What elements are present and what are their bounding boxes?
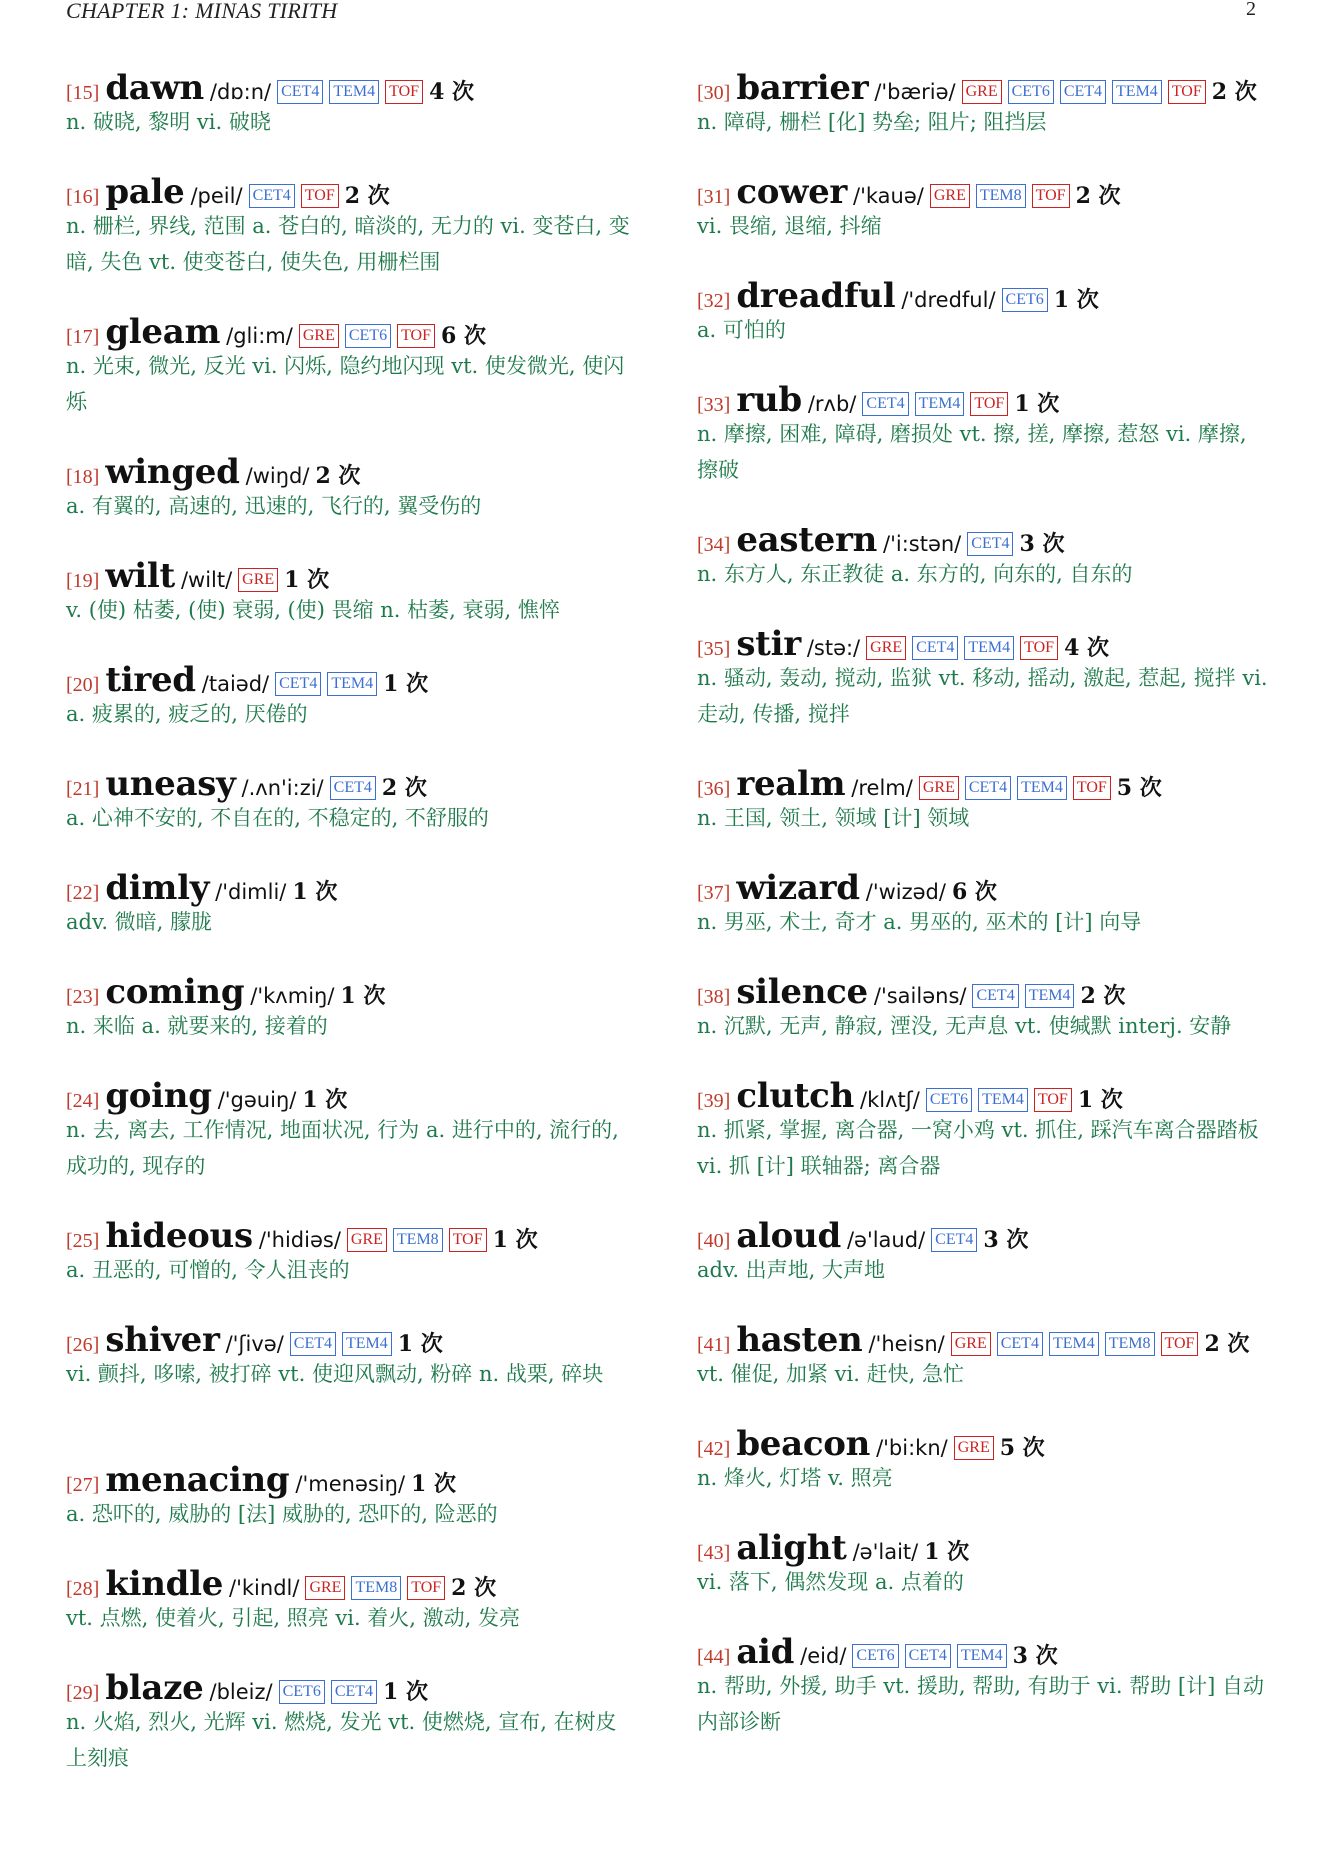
frequency-count: 3 次 [1012, 1643, 1058, 1669]
headword: aloud [736, 1216, 841, 1256]
exam-tag-badge: CET4 [997, 1332, 1043, 1356]
entry-number: [42] [697, 1438, 731, 1460]
exam-tag-badge: TEM4 [1017, 776, 1067, 800]
definition: n. 抓紧, 掌握, 离合器, 一窝小鸡 vt. 抓住, 踩汽车离合器踏板 vi. 抓 [计] 联轴器; 离合器 [697, 1118, 1259, 1178]
entry-number: [21] [66, 778, 100, 800]
exam-tag-badge: TOF [301, 184, 339, 208]
exam-tag-badge: TEM4 [1049, 1332, 1099, 1356]
exam-tag-badge: TEM8 [351, 1576, 401, 1600]
phonetic: /gli:m/ [226, 324, 293, 348]
headword: barrier [736, 68, 869, 108]
definition: n. 火焰, 烈火, 光辉 vi. 燃烧, 发光 vt. 使燃烧, 宣布, 在树皮上刻痕 [66, 1710, 617, 1770]
frequency-count: 2 次 [344, 183, 390, 209]
definition: n. 骚动, 轰动, 搅动, 监狱 vt. 移动, 摇动, 激起, 惹起, 搅拌 vi. 走动, 传播, 搅拌 [697, 666, 1268, 726]
exam-tag-badge: TOF [397, 324, 435, 348]
vocab-entry [697, 170, 1272, 274]
entry-number: [40] [697, 1230, 731, 1252]
phonetic: /'ʃivə/ [225, 1332, 284, 1356]
entry-number: [38] [697, 986, 731, 1008]
headword: coming [105, 972, 245, 1012]
entry-number: [44] [697, 1646, 731, 1668]
right-column [697, 66, 1272, 1770]
vocab-entry [697, 622, 1272, 762]
phonetic: /taiəd/ [201, 672, 270, 696]
exam-tag-badge: CET4 [331, 1680, 377, 1704]
entry-number: [18] [66, 466, 100, 488]
vocab-entry [697, 970, 1272, 1074]
definition: n. 来临 a. 就要来的, 接着的 [66, 1014, 328, 1038]
exam-tag-badge: GRE [951, 1332, 991, 1356]
exam-tag-badge: GRE [866, 636, 906, 660]
entry-number: [33] [697, 394, 731, 416]
frequency-count: 5 次 [999, 1435, 1045, 1461]
phonetic: /ə'laud/ [846, 1228, 926, 1252]
exam-tag-badge: CET4 [290, 1332, 336, 1356]
frequency-count: 1 次 [924, 1539, 970, 1565]
exam-tag-badge: CET6 [345, 324, 391, 348]
exam-tag-badge: CET4 [965, 776, 1011, 800]
definition: adv. 微暗, 朦胧 [66, 910, 213, 934]
exam-tag-badge: TEM4 [329, 80, 379, 104]
exam-tag-badge: TOF [1032, 184, 1070, 208]
frequency-count: 1 次 [292, 879, 338, 905]
definition: n. 男巫, 术士, 奇才 a. 男巫的, 巫术的 [计] 向导 [697, 910, 1142, 934]
entry-number: [37] [697, 882, 731, 904]
frequency-count: 2 次 [1211, 79, 1257, 105]
entry-number: [25] [66, 1230, 100, 1252]
definition: n. 王国, 领土, 领域 [计] 领域 [697, 806, 970, 830]
phonetic: /dɒ:n/ [209, 80, 272, 104]
exam-tag-badge: TOF [1168, 80, 1206, 104]
definition: a. 恐吓的, 威胁的 [法] 威胁的, 恐吓的, 险恶的 [66, 1502, 498, 1526]
exam-tag-badge: GRE [347, 1228, 387, 1252]
frequency-count: 1 次 [383, 1679, 428, 1705]
vocab-entry [66, 554, 634, 658]
headword: blaze [105, 1668, 204, 1708]
exam-tag-badge: TOF [1034, 1088, 1072, 1112]
vocab-entry [66, 1666, 634, 1806]
exam-tag-badge: CET4 [905, 1644, 951, 1668]
headword: eastern [736, 520, 878, 560]
frequency-count: 1 次 [383, 671, 429, 697]
page-header [66, 0, 1256, 28]
frequency-count: 1 次 [492, 1227, 538, 1253]
phonetic: /'kʌmiŋ/ [250, 984, 335, 1008]
vocab-entry [697, 1422, 1272, 1526]
frequency-count: 1 次 [302, 1087, 348, 1113]
headword: hideous [105, 1216, 253, 1256]
frequency-count: 2 次 [381, 775, 427, 801]
phonetic: /'hidiəs/ [258, 1228, 341, 1252]
exam-tag-badge: TEM8 [1105, 1332, 1155, 1356]
phonetic: /eid/ [800, 1644, 847, 1668]
vocab-entry [697, 1214, 1272, 1318]
headword: menacing [105, 1460, 290, 1500]
headword: cower [736, 172, 848, 212]
exam-tag-badge: TEM4 [957, 1644, 1007, 1668]
phonetic: /'gəuiŋ/ [217, 1088, 297, 1112]
exam-tag-badge: CET4 [912, 636, 958, 660]
phonetic: /'kauə/ [853, 184, 924, 208]
headword: winged [105, 452, 240, 492]
exam-tag-badge: GRE [954, 1436, 994, 1460]
vocab-entry [697, 866, 1272, 970]
exam-tag-badge: TOF [1073, 776, 1111, 800]
phonetic: /wilt/ [180, 568, 233, 592]
exam-tag-badge: CET4 [1060, 80, 1106, 104]
frequency-count: 5 次 [1116, 775, 1162, 801]
vocab-entry [66, 310, 634, 450]
entry-number: [20] [66, 674, 100, 696]
definition: a. 心神不安的, 不自在的, 不稳定的, 不舒服的 [66, 806, 489, 830]
headword: dreadful [736, 276, 896, 316]
frequency-count: 6 次 [441, 323, 486, 349]
exam-tag-badge: TOF [407, 1576, 445, 1600]
headword: uneasy [105, 764, 236, 804]
headword: wilt [105, 556, 175, 596]
definition: a. 有翼的, 高速的, 迅速的, 飞行的, 翼受伤的 [66, 494, 482, 518]
definition: vt. 点燃, 使着火, 引起, 照亮 vi. 着火, 激动, 发亮 [66, 1606, 521, 1630]
headword: beacon [736, 1424, 871, 1464]
vocab-entry [697, 66, 1272, 170]
entry-number: [36] [697, 778, 731, 800]
definition: n. 沉默, 无声, 静寂, 湮没, 无声息 vt. 使缄默 interj. 安静 [697, 1014, 1232, 1038]
exam-tag-badge: CET6 [1008, 80, 1054, 104]
frequency-count: 3 次 [1019, 531, 1065, 557]
frequency-count: 1 次 [1014, 391, 1060, 417]
definition: n. 帮助, 外援, 助手 vt. 援助, 帮助, 有助于 vi. 帮助 [计] 自动内部诊断 [697, 1674, 1264, 1734]
entry-number: [41] [697, 1334, 731, 1356]
exam-tag-badge: TOF [1161, 1332, 1199, 1356]
vocab-entry [697, 378, 1272, 518]
exam-tag-badge: GRE [305, 1576, 345, 1600]
exam-tag-badge: GRE [930, 184, 970, 208]
frequency-count: 1 次 [397, 1331, 443, 1357]
exam-tag-badge: GRE [299, 324, 339, 348]
entry-number: [24] [66, 1090, 100, 1112]
headword: rub [736, 380, 802, 420]
exam-tag-badge: TOF [1020, 636, 1058, 660]
phonetic: /stə:/ [806, 636, 861, 660]
headword: realm [736, 764, 846, 804]
headword: dimly [105, 868, 210, 908]
exam-tag-badge: CET6 [1002, 288, 1048, 312]
phonetic: /'kindl/ [229, 1576, 300, 1600]
phonetic: /'sailəns/ [873, 984, 967, 1008]
entry-number: [28] [66, 1578, 100, 1600]
exam-tag-badge: CET6 [926, 1088, 972, 1112]
chapter-title: CHAPTER 1: MINAS TIRITH [66, 0, 338, 23]
vocab-entry [697, 1526, 1272, 1630]
exam-tag-badge: CET4 [862, 392, 908, 416]
phonetic: /klʌtʃ/ [860, 1088, 920, 1112]
vocab-entry [697, 274, 1272, 378]
entry-number: [16] [66, 186, 100, 208]
definition: n. 栅栏, 界线, 范围 a. 苍白的, 暗淡的, 无力的 vi. 变苍白, 变暗, 失色 vt. 使变苍白, 使失色, 用栅栏围 [66, 214, 630, 274]
exam-tag-badge: TEM4 [327, 672, 377, 696]
vocab-entry [697, 518, 1272, 622]
vocab-entry [66, 762, 634, 866]
exam-tag-badge: TOF [449, 1228, 487, 1252]
vocab-entry [66, 1562, 634, 1666]
headword: hasten [736, 1320, 863, 1360]
entry-number: [35] [697, 638, 731, 660]
phonetic: /'i:stən/ [883, 532, 962, 556]
entry-number: [30] [697, 82, 731, 104]
entry-number: [23] [66, 986, 100, 1008]
vocab-entry [697, 762, 1272, 866]
frequency-count: 1 次 [1053, 287, 1099, 313]
headword: shiver [105, 1320, 220, 1360]
page-number: 2 [1246, 0, 1256, 20]
vocab-entry [697, 1318, 1272, 1422]
headword: gleam [105, 312, 221, 352]
entry-number: [17] [66, 326, 100, 348]
exam-tag-badge: CET4 [330, 776, 376, 800]
left-column [66, 66, 634, 1806]
vocab-entry [66, 170, 634, 310]
entry-number: [34] [697, 534, 731, 556]
frequency-count: 2 次 [1204, 1331, 1250, 1357]
headword: aid [736, 1632, 795, 1672]
headword: clutch [736, 1076, 854, 1116]
vocab-entry [66, 658, 634, 762]
definition: vi. 颤抖, 哆嗦, 被打碎 vt. 使迎风飘动, 粉碎 n. 战栗, 碎块 [66, 1362, 604, 1386]
headword: pale [105, 172, 185, 212]
entry-number: [39] [697, 1090, 731, 1112]
entry-number: [31] [697, 186, 731, 208]
exam-tag-badge: CET4 [249, 184, 295, 208]
exam-tag-badge: TEM4 [964, 636, 1014, 660]
frequency-count: 1 次 [411, 1471, 456, 1497]
frequency-count: 2 次 [315, 463, 361, 489]
phonetic: /bleiz/ [209, 1680, 273, 1704]
frequency-count: 2 次 [451, 1575, 497, 1601]
headword: stir [736, 624, 801, 664]
phonetic: /'dimli/ [215, 880, 287, 904]
phonetic: /'bi:kn/ [876, 1436, 948, 1460]
definition: n. 烽火, 灯塔 v. 照亮 [697, 1466, 893, 1490]
exam-tag-badge: TEM4 [1112, 80, 1162, 104]
definition: n. 光束, 微光, 反光 vi. 闪烁, 隐约地闪现 vt. 使发微光, 使闪烁 [66, 354, 625, 414]
headword: alight [736, 1528, 847, 1568]
vocab-entry [66, 450, 634, 554]
vocab-entry [697, 1630, 1272, 1770]
definition: n. 摩擦, 困难, 障碍, 磨损处 vt. 擦, 搓, 摩擦, 惹怒 vi. 摩擦, 擦破 [697, 422, 1247, 482]
definition: vt. 催促, 加紧 vi. 赶快, 急忙 [697, 1362, 964, 1386]
frequency-count: 4 次 [1064, 635, 1110, 661]
entry-number: [26] [66, 1334, 100, 1356]
definition: a. 疲累的, 疲乏的, 厌倦的 [66, 702, 308, 726]
exam-tag-badge: CET6 [852, 1644, 898, 1668]
exam-tag-badge: CET4 [972, 984, 1018, 1008]
definition: a. 丑恶的, 可憎的, 令人沮丧的 [66, 1258, 350, 1282]
definition: n. 去, 离去, 工作情况, 地面状况, 行为 a. 进行中的, 流行的, 成功的, 现存的 [66, 1118, 619, 1178]
exam-tag-badge: TEM4 [1025, 984, 1075, 1008]
entry-number: [29] [66, 1682, 100, 1704]
definition: vi. 畏缩, 退缩, 抖缩 [697, 214, 882, 238]
headword: silence [736, 972, 868, 1012]
headword: wizard [736, 868, 860, 908]
entry-number: [19] [66, 570, 100, 592]
vocab-entry [66, 1074, 634, 1214]
entry-number: [43] [697, 1542, 731, 1564]
phonetic: /'dredful/ [901, 288, 996, 312]
exam-tag-badge: GRE [238, 568, 278, 592]
exam-tag-badge: TEM8 [393, 1228, 443, 1252]
phonetic: /wiŋd/ [245, 464, 310, 488]
headword: going [105, 1076, 212, 1116]
definition: vi. 落下, 偶然发现 a. 点着的 [697, 1570, 964, 1594]
exam-tag-badge: TEM4 [915, 392, 965, 416]
phonetic: /.ʌn'i:zi/ [241, 776, 324, 800]
vocab-entry [66, 66, 634, 170]
headword: dawn [105, 68, 204, 108]
entry-number: [22] [66, 882, 100, 904]
exam-tag-badge: TEM4 [342, 1332, 392, 1356]
exam-tag-badge: TOF [970, 392, 1008, 416]
exam-tag-badge: CET6 [279, 1680, 325, 1704]
phonetic: /peil/ [190, 184, 243, 208]
exam-tag-badge: CET4 [275, 672, 321, 696]
vocab-entry [66, 1318, 634, 1458]
exam-tag-badge: CET4 [277, 80, 323, 104]
definition: a. 可怕的 [697, 318, 786, 342]
vocab-entry [66, 1458, 634, 1562]
definition: v. (使) 枯萎, (使) 衰弱, (使) 畏缩 n. 枯萎, 衰弱, 憔悴 [66, 598, 560, 622]
phonetic: /rʌb/ [807, 392, 857, 416]
definition: n. 破晓, 黎明 vi. 破晓 [66, 110, 271, 134]
entry-number: [15] [66, 82, 100, 104]
exam-tag-badge: TEM8 [976, 184, 1026, 208]
definition: n. 东方人, 东正教徒 a. 东方的, 向东的, 自东的 [697, 562, 1133, 586]
definition: n. 障碍, 栅栏 [化] 势垒; 阻片; 阻挡层 [697, 110, 1047, 134]
phonetic: /ə'lait/ [852, 1540, 919, 1564]
exam-tag-badge: TEM4 [978, 1088, 1028, 1112]
exam-tag-badge: GRE [962, 80, 1002, 104]
phonetic: /'wizəd/ [865, 880, 946, 904]
frequency-count: 1 次 [284, 567, 330, 593]
frequency-count: 2 次 [1080, 983, 1126, 1009]
vocab-entry [697, 1074, 1272, 1214]
entry-number: [27] [66, 1474, 100, 1496]
exam-tag-badge: GRE [919, 776, 959, 800]
phonetic: /'heisn/ [868, 1332, 945, 1356]
exam-tag-badge: CET4 [967, 532, 1013, 556]
exam-tag-badge: TOF [385, 80, 423, 104]
frequency-count: 1 次 [1077, 1087, 1123, 1113]
phonetic: /'bæriə/ [874, 80, 956, 104]
frequency-count: 3 次 [983, 1227, 1029, 1253]
phonetic: /'menəsiŋ/ [295, 1472, 406, 1496]
vocab-entry [66, 866, 634, 970]
vocab-entry [66, 970, 634, 1074]
definition: adv. 出声地, 大声地 [697, 1258, 886, 1282]
entry-number: [32] [697, 290, 731, 312]
vocab-entry [66, 1214, 634, 1318]
frequency-count: 4 次 [429, 79, 475, 105]
phonetic: /relm/ [851, 776, 913, 800]
headword: tired [105, 660, 196, 700]
frequency-count: 2 次 [1075, 183, 1121, 209]
frequency-count: 1 次 [340, 983, 386, 1009]
exam-tag-badge: CET4 [931, 1228, 977, 1252]
frequency-count: 6 次 [951, 879, 997, 905]
headword: kindle [105, 1564, 224, 1604]
